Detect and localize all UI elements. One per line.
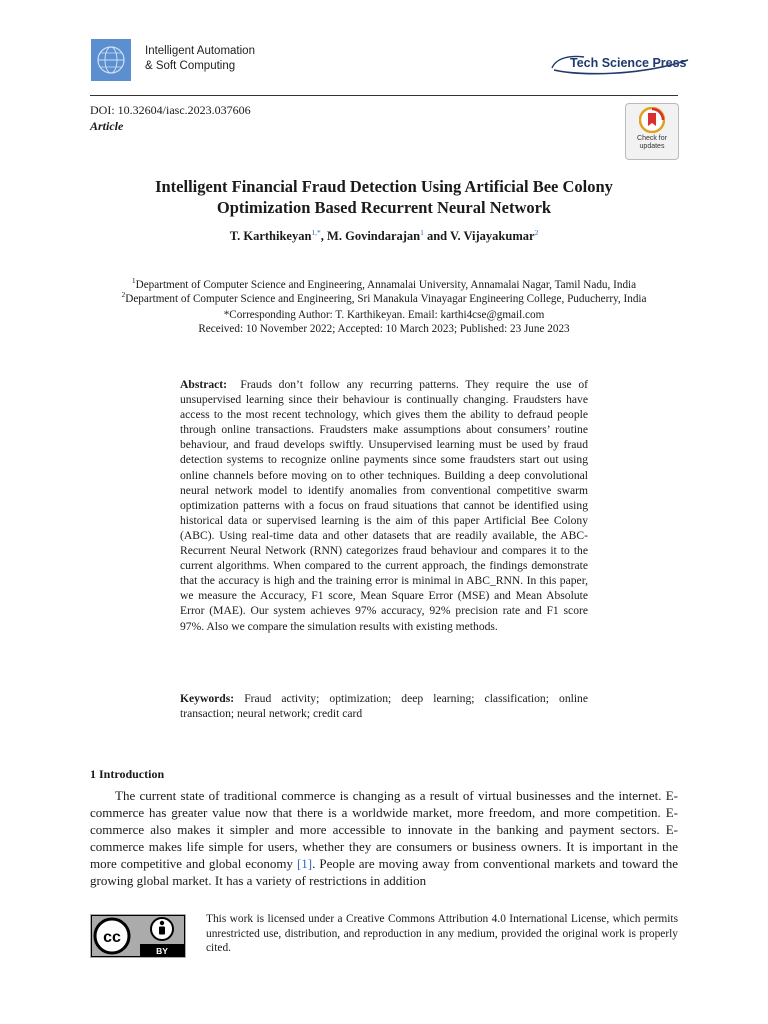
author-name: M. Govindarajan xyxy=(327,229,421,243)
author-list: T. Karthikeyan$^{1,*}$, M. Govindarajan$^1$ and V. Vijayakumar$^2$ xyxy=(229,228,539,243)
author-affiliation-mark[interactable]: 1,* xyxy=(311,228,321,237)
abstract-label: Abstract: xyxy=(180,378,228,391)
journal-logo xyxy=(91,39,131,81)
abstract-text: Frauds don’t follow any recurring patterns. They require the use of unsupervised learning since their behaviour is continually changing. Fraudsters have access to the most recent technology, which gives them the ability to defraud people through online transactions. Fraudsters make assumptions about consumers’ routine behaviour, and fraud develops swiftly. Unsupervised learning must be used by fraud detection systems to recognize online payments since some fraudsters start out using online channels before moving on to other techniques. Building a deep convolutional neural network model to identify anomalies from conventional competitive swarm optimization patterns with a focus on fraud situations that cannot be identified using historical data or supervised learning is the aim of this paper Artificial Bee Colony (ABC). Using real-time data and other datasets that are readily available, the ABC-Recurrent Neural Network (RNN) categorizes fraud behaviour and compares it to the current algorithms. When compared to the current approach, the findings demonstrate that the accuracy is high and the training error is minimal in ABC_RNN. In this paper, we measure the Accuracy, F1 score, Mean Square Error (MSE) and Mean Absolute Error (MAE). Our system achieves 97% accuracy, 92% precision rate and F1 score 97%. Also we compare the simulation results with existing methods. xyxy=(180,378,588,633)
by-mark: BY xyxy=(156,946,168,956)
paper-title xyxy=(90,176,678,218)
paper-title-line1: Intelligent Financial Fraud Detection Using Artificial Bee Colony xyxy=(155,177,613,196)
abstract xyxy=(180,377,588,634)
section-heading: 1 Introduction xyxy=(90,767,165,781)
paper-title-line2: Optimization Based Recurrent Neural Network xyxy=(216,198,552,217)
keywords xyxy=(180,691,588,721)
doi[interactable]: DOI: 10.32604/iasc.2023.037606 xyxy=(90,103,251,117)
publisher-name: Tech Science Press xyxy=(570,56,687,70)
affiliation: $^1$Department of Computer Science and Engineering, Annamalai University, Annamalai Nagar, Tamil Nadu, India xyxy=(131,276,637,291)
check-for-updates-badge[interactable] xyxy=(625,103,679,160)
citation-link[interactable]: [1] xyxy=(296,856,313,872)
header-divider xyxy=(90,95,678,96)
journal-name-line2: & Soft Computing xyxy=(145,60,236,72)
author-name: T. Karthikeyan xyxy=(229,229,312,243)
keywords-label: Keywords: xyxy=(180,692,235,705)
corresponding-author: *Corresponding Author: T. Karthikeyan. Email: karthi4cse@gmail.com xyxy=(223,309,545,321)
author-affiliation-mark[interactable]: 1 xyxy=(420,228,424,237)
bookmark-icon xyxy=(639,107,665,133)
author-affiliation-mark[interactable]: 2 xyxy=(534,228,539,237)
affiliation: $^2$Department of Computer Science and Engineering, Sri Manakula Vinayagar Engineering College, Puducherry, India xyxy=(121,290,647,305)
intro-body xyxy=(90,787,678,890)
keywords-text: Fraud activity; optimization; deep learning; classification; online transaction; neural network; credit card xyxy=(180,692,589,721)
check-badge-label: Check for updates xyxy=(637,135,667,150)
paragraph: The current state of traditional commerce is changing as a result of virtual businesses and the internet. E-commerce has greater value now that there is a worldwide market, more freedom, and more competition. E-commerce also makes it simpler and more accessible to innovate in the banking and payment sectors. E-commerce makes life simple for users, whether they are consumers or business owners. It is important in the more competitive and global economy [1]. People are moving away from conventional markets and toward the growing global market. It has a variety of restrictions in addition xyxy=(90,788,678,889)
article-type: Article xyxy=(90,119,124,133)
publication-dates: Received: 10 November 2022; Accepted: 10 March 2023; Published: 23 June 2023 xyxy=(198,323,570,335)
author-name: V. Vijayakumar xyxy=(450,229,535,243)
journal-name xyxy=(145,44,255,74)
license-text: This work is licensed under a Creative Commons Attribution 4.0 International License, which permits unrestricted use, distribution, and reproduction in any medium, provided the original work is properly cited. xyxy=(206,913,678,955)
cc-mark: cc xyxy=(103,929,121,946)
cc-by-license-badge[interactable] xyxy=(90,914,186,958)
journal-name-line1: Intelligent Automation xyxy=(145,45,255,57)
